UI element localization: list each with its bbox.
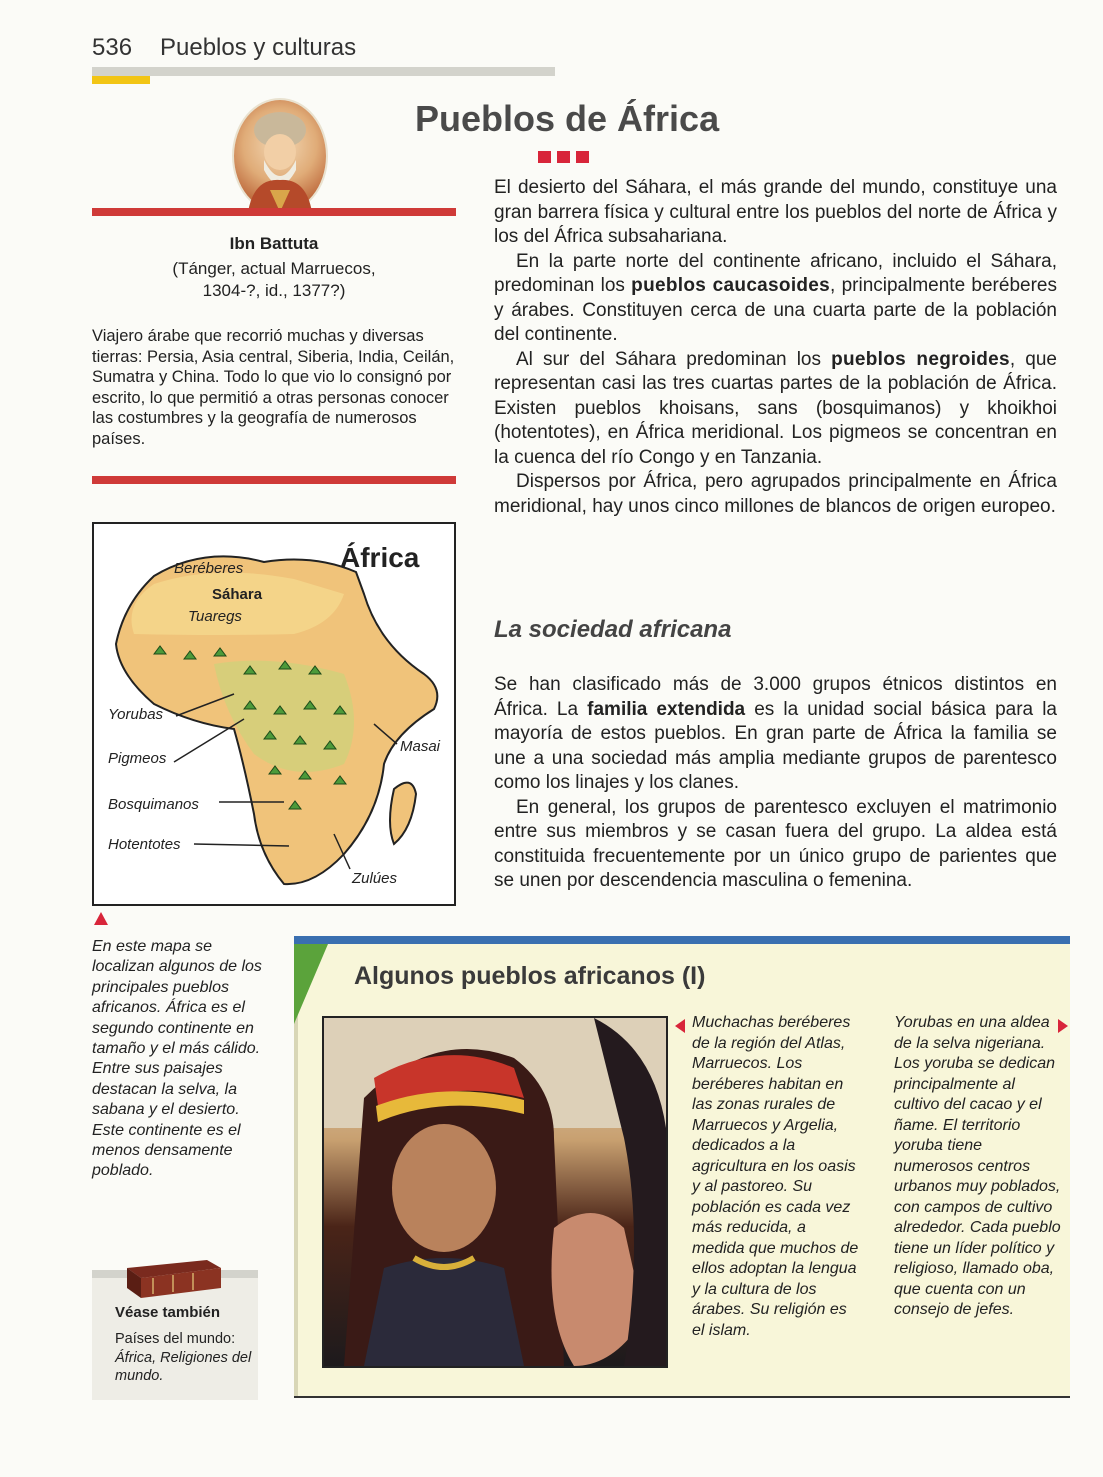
bio-place-line1: (Tánger, actual Marruecos, xyxy=(172,259,376,278)
bio-description: Viajero árabe que recorrió muchas y diversas tierras: Persia, Asia central, Siberia, India, Ceilán, Sumatra y China. Todo lo que vio lo consignó por escrito, lo que permitió a otras personas conocer las costumbres y la geografía de numerosos países. xyxy=(92,327,455,448)
book-icon xyxy=(123,1254,223,1300)
section-title: Pueblos y culturas xyxy=(160,34,357,61)
bio-top-rule xyxy=(92,208,456,216)
intro-paragraph-4: Dispersos por África, pero agrupados principalmente en África meridional, hay unos cinco millones de blancos de origen europeo. xyxy=(494,471,1057,517)
caption-right-arrow-icon xyxy=(1058,1019,1068,1033)
title-ornament xyxy=(538,150,595,168)
section2-paragraph-2: En general, los grupos de parentesco excluyen el matrimonio entre sus miembros y se casan fuera del grupo. La aldea está constituida frecuentemente por un único grupo de parientes que se unen por descendencia masculina o femenina. xyxy=(494,796,1057,891)
see-also-title: Véase también xyxy=(115,1304,221,1321)
map-label-sahara: Sáhara xyxy=(212,586,263,603)
see-also-text xyxy=(115,1330,255,1386)
term-caucasoides: pueblos caucasoides xyxy=(631,275,831,296)
term-familia-extendida: familia extendida xyxy=(587,698,746,720)
section-heading: La sociedad africana xyxy=(494,616,732,643)
see-also-line1: Países del mundo: xyxy=(115,1331,236,1347)
intro-paragraph-2: En la parte norte del continente africano, incluido el Sáhara, predominan los pueblos caucasoides, principalmente beréberes y árabes. Constituyen cerca de una cuarta parte de la población del continente. xyxy=(494,250,1057,345)
bio-dates xyxy=(92,258,456,302)
caption-triangle-icon xyxy=(94,912,108,925)
page-title: Pueblos de África xyxy=(415,98,720,139)
header-accent xyxy=(92,76,150,84)
intro-text xyxy=(494,176,1057,519)
map-label-tuaregs: Tuaregs xyxy=(188,608,242,625)
map-label-masai: Masai xyxy=(400,738,441,755)
feature-box-top-rule xyxy=(294,936,1070,944)
map-label-pigmeos: Pigmeos xyxy=(108,750,167,767)
africa-map xyxy=(92,522,456,906)
intro-paragraph-1: El desierto del Sáhara, el más grande del mundo, constituye una gran barrera física y cultural entre los pueblos del norte de África y los del África subsahariana. xyxy=(494,177,1057,247)
header-rule xyxy=(92,67,555,76)
bio-bottom-rule xyxy=(92,476,456,484)
feature-box-title: Algunos pueblos africanos (I) xyxy=(354,962,706,990)
bio-place-line2: 1304-?, id., 1377?) xyxy=(202,281,346,300)
page-number: 536 xyxy=(92,34,133,61)
feature-box-green-corner xyxy=(294,944,328,1024)
bio-name: Ibn Battuta xyxy=(229,234,319,253)
section2-paragraph-1: Se han clasificado más de 3.000 grupos étnicos distintos en África. La familia extendida es la unidad social básica para la mayoría de estos pueblos. En gran parte de África la familia se une a una sociedad más amplia mediante grupos de parentesco como los linajes y los clanes. xyxy=(494,674,1057,793)
berber-girls-photo xyxy=(322,1016,668,1368)
see-also-link[interactable]: África, Religiones del mundo. xyxy=(115,1349,252,1384)
intro-paragraph-3: Al sur del Sáhara predominan los pueblos negroides, que representan casi las tres cuartas partes de la población de África. Existen pueblos khoisans, sans (bosquimanos) y khoikhoi (hotentotes), en África meridional. Los pigmeos se concentran en la cuenca del río Congo y en Tanzania. xyxy=(494,348,1057,468)
section2-text xyxy=(494,673,1057,894)
map-label-bosquimanos: Bosquimanos xyxy=(108,796,199,813)
map-label-hotentotes: Hotentotes xyxy=(108,836,181,853)
map-title: África xyxy=(340,542,420,573)
map-caption: En este mapa se localizan algunos de los principales pueblos africanos. África es el segundo continente en tamaño y el más cálido. Entre sus paisajes destacan la selva, la sabana y el desierto. Este continente es el menos densamente poblado. xyxy=(92,938,262,1180)
photo-caption-yorubas: Yorubas en una aldea de la selva nigeriana. Los yoruba se dedican principalmente al cultivo del cacao y el ñame. El territorio yoruba tiene numerosos centros urbanos muy poblados, con campos de cultivo alrededor. Cada pueblo tiene un líder político y religioso, llamado oba, que cuenta con un consejo de jefes. xyxy=(894,1014,1061,1318)
term-negroides: pueblos negroides xyxy=(831,348,1010,370)
map-label-bereberes: Beréberes xyxy=(174,560,244,577)
map-label-zulues: Zulúes xyxy=(352,870,398,887)
map-label-yorubas: Yorubas xyxy=(108,706,164,723)
ibn-battuta-portrait xyxy=(234,100,326,212)
caption-left-arrow-icon xyxy=(675,1019,685,1033)
photo-caption-berberes: Muchachas beréberes de la región del Atlas, Marruecos. Los beréberes habitan en las zonas rurales de Marruecos y Argelia, dedicados a la agricultura en los oasis y al pastoreo. Su población es cada vez más reducida, a medida que muchos de ellos adoptan la lengua y la cultura de los árabes. Su religión es el islam. xyxy=(692,1014,859,1339)
